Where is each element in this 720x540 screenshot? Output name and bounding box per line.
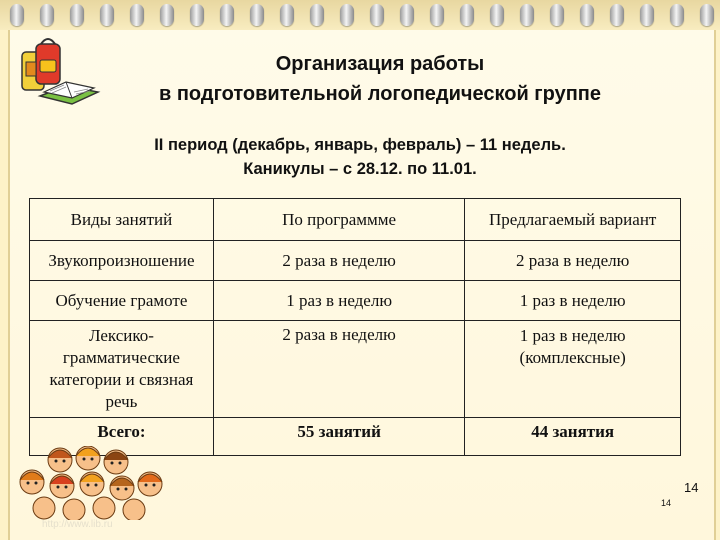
slide-title-line1: Организация работы [275,53,485,75]
ring [100,4,114,26]
ring [130,4,144,26]
ring [70,4,84,26]
table-cell: 1 раз в неделю (комплексные) [465,321,681,418]
header-cell: Предлагаемый вариант [465,199,681,241]
ring [340,4,354,26]
ring [10,4,24,26]
table-cell: Обучение грамоте [30,281,214,321]
page-number: 14 [684,480,699,495]
period-line2: Каникулы – с 28.12. по 11.01. [243,160,477,178]
header-cell: Виды занятий [30,199,214,241]
ring [520,4,534,26]
children-faces-icon [4,446,174,520]
ring [580,4,594,26]
table-cell: Лексико-грамматические категории и связная речь [30,321,214,418]
slide-title-line2: в подготовительной логопедической группе [158,83,601,105]
ring [220,4,234,26]
footer-url: http://www.lib.ru [42,519,113,530]
ring [550,4,564,26]
notebook-binding [0,0,720,30]
table-row [30,241,681,281]
table-row [30,281,681,321]
ring [400,4,414,26]
schedule-table [29,198,681,456]
header-cell: По программме [213,199,464,241]
table-cell: 44 занятия [465,418,681,456]
table-cell: 2 раза в неделю [465,241,681,281]
ring [460,4,474,26]
page-number-small: 14 [661,498,672,508]
ring [250,4,264,26]
table-cell: 2 раза в неделю [213,241,464,281]
ring [670,4,684,26]
table-row [30,321,681,418]
ring [700,4,714,26]
ring [610,4,624,26]
table-header-row [30,199,681,241]
table-cell: Звукопроизношение [30,241,214,281]
table-cell: 55 занятий [213,418,464,456]
table-cell: Всего: [30,418,214,456]
period-line1: II период (декабрь, январь, февраль) – 11 недель. [154,136,566,154]
ring [160,4,174,26]
ring [40,4,54,26]
table-cell: 1 раз в неделю [213,281,464,321]
ring [430,4,444,26]
ring [280,4,294,26]
ring [640,4,654,26]
book-icon [36,74,102,108]
table-cell: 2 раза в неделю [213,321,464,418]
ring [190,4,204,26]
ring [490,4,504,26]
ring [310,4,324,26]
table-cell: 1 раз в неделю [465,281,681,321]
ring [370,4,384,26]
